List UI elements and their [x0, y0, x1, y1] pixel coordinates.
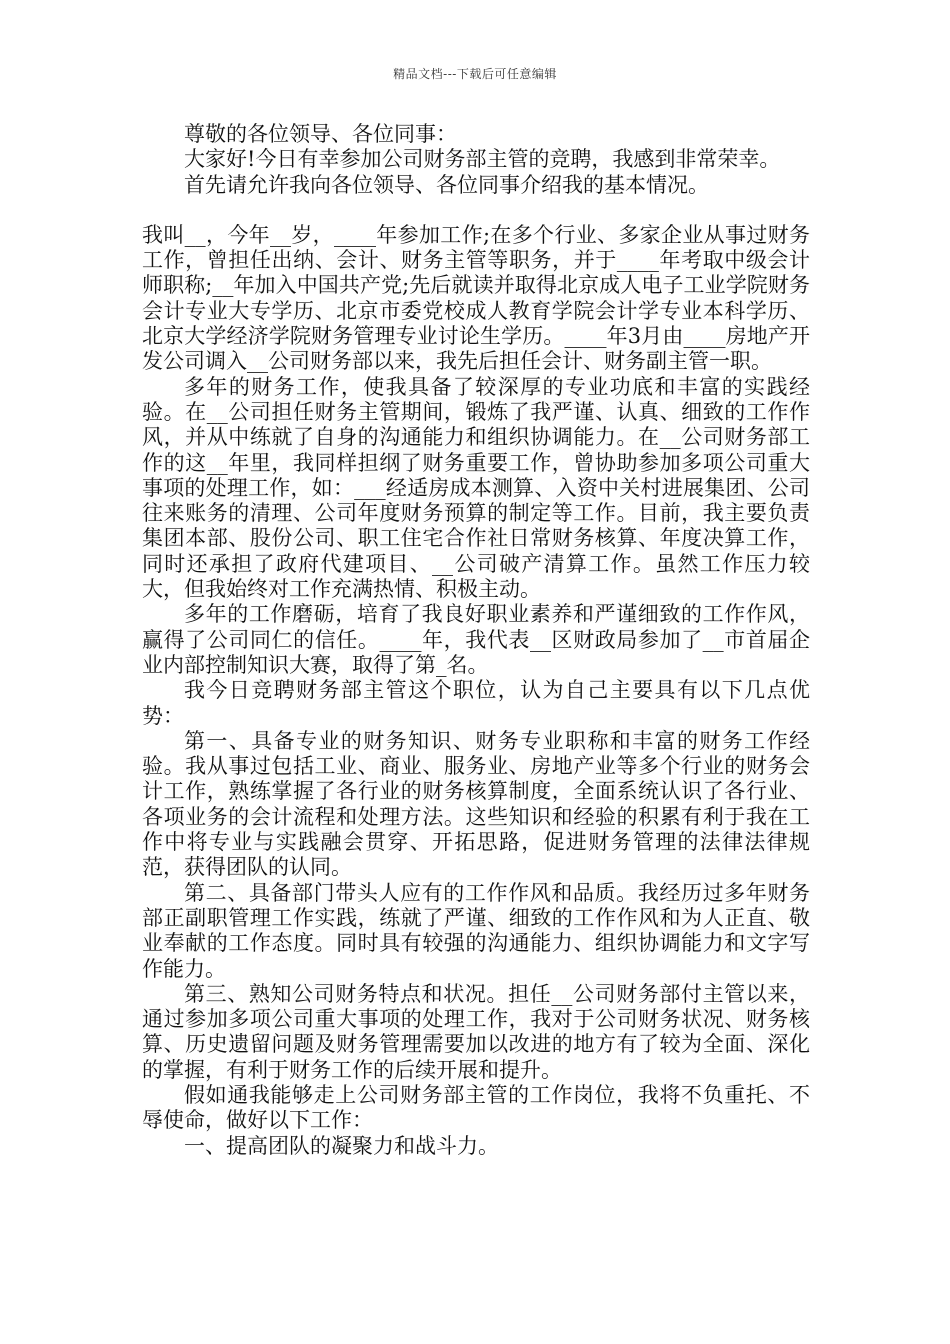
experience-paragraph: 多年的财务工作，使我具备了较深厚的专业功底和丰富的实践经验。在__公司担任财务主管期间，锻炼了我严谨、认真、细致的工作作风，并从中练就了自身的沟通能力和组织协调能力。在__公司财务部工作的这__年里，我同样担纲了财务重要工作，曾协助参加多项公司重大事项的处理工作，如：___经适房成本测算、入资中关村进展集团、公司往来账务的清理、公司年度财务预算的制定等工作。目前，我主要负责集团本部、股份公司、职工住宅合作社日常财务核算、年度决算工作，同时还承担了政府代建项目、__公司破产清算工作。虽然工作压力较大，但我始终对工作充满热情、积极主动。 — [142, 374, 810, 602]
greeting-paragraph: 大家好!今日有幸参加公司财务部主管的竞聘，我感到非常荣幸。 — [184, 147, 781, 172]
page-header: 精品文档---下载后可任意编辑 — [393, 67, 557, 81]
introduction-paragraph: 首先请允许我向各位领导、各位同事介绍我的基本情况。 — [184, 172, 709, 197]
advantage-three-paragraph: 第三、熟知公司财务特点和状况。担任__公司财务部付主管以来，通过参加多项公司重大事项的处理工作，我对于公司财务状况、财务核算、历史遗留问题及财务管理需要加以改进的地方有了较为全面、深化的掌握，有利于财务工作的后续开展和提升。 — [142, 981, 810, 1082]
achievement-paragraph: 多年的工作磨砺，培育了我良好职业素养和严谨细致的工作作风，赢得了公司同仁的信任。____年，我代表__区财政局参加了__市首届企业内部控制知识大赛，取得了第_名。 — [142, 602, 810, 677]
plan-intro-paragraph: 假如通我能够走上公司财务部主管的工作岗位，我将不负重托、不辱使命，做好以下工作： — [142, 1082, 810, 1133]
advantages-intro-paragraph: 我今日竞聘财务部主管这个职位，认为自己主要具有以下几点优势： — [142, 678, 810, 728]
background-paragraph: 我叫__，今年__岁，____年参加工作;在多个行业、多家企业从事过财务工作，曾担任出纳、会计、财务主管等职务，并于____年考取中级会计师职称;__年加入中国共产党;先后就读并取得北京成人电子工业学院财务会计专业大专学历、北京市委党校成人教育学院会计学专业本科学历、北京大学经济学院财务管理专业讨论生学历。____年3月由____房地产开发公司调入__公司财务部以来，我先后担任会计、财务副主管一职。 — [142, 222, 810, 374]
document-body — [142, 122, 810, 1159]
advantage-one-paragraph: 第一、具备专业的财务知识、财务专业职称和丰富的财务工作经验。我从事过包括工业、商业、服务业、房地产业等多个行业的财务会计工作，熟练掌握了各行业的财务核算制度，全面系统认识了各行业、各项业务的会计流程和处理方法。这些知识和经验的积累有利于我在工作中将专业与实践融会贯穿、开拓思路，促进财务管理的法律法律规范，获得团队的认同。 — [142, 728, 810, 880]
plan-item-one: 一、提高团队的凝聚力和战斗力。 — [184, 1133, 499, 1158]
advantage-two-paragraph: 第二、具备部门带头人应有的工作作风和品质。我经历过多年财务部正副职管理工作实践，练就了严谨、细致的工作作风和为人正直、敬业奉献的工作态度。同时具有较强的沟通能力、组织协调能力和文字写作能力。 — [142, 880, 810, 981]
salutation: 尊敬的各位领导、各位同事： — [184, 122, 457, 146]
